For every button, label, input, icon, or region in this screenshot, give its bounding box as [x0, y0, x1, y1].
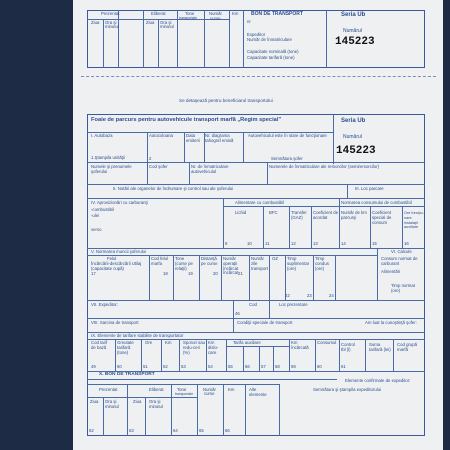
bottom-ziua-1: Ziua: [90, 399, 99, 404]
r4-verso: verso: [91, 227, 102, 232]
r8-tarifa-auxiliare: Tarifa auxiliare: [233, 340, 261, 345]
r4-coef-special: Coeficient special de consum: [372, 210, 392, 225]
r1-autovehiculul: Autovehiculul este în stare de funcţionare: [248, 133, 327, 138]
r5-incarcare: Încărcării-descărcării Utilaj (capacitate cupă): [91, 261, 142, 271]
r3-nota: II. Notări ale organelor de îndrumare şi control sau ale şoferului: [113, 186, 234, 191]
r5-distanta: Distanţă pe curse: [201, 256, 218, 266]
stub-col-bon: BON DE TRANSPORT: [251, 11, 303, 17]
stub-col-numar: Număr: [209, 11, 222, 16]
r5-col-22: 22: [285, 293, 290, 298]
r7-am-luat: Am luat la cunoştinţă şofer:: [365, 320, 417, 325]
bottom-ora-1: Ora şi minutul: [105, 399, 119, 409]
bottom-ora-2: Ora şi minutul: [149, 399, 163, 409]
r8-control: Control tbl (l): [341, 342, 355, 352]
r4-col-9: 9: [225, 241, 228, 246]
r8-col-56: 56: [245, 364, 250, 369]
r4-col-12: 12: [291, 241, 296, 246]
r1-autocoloana: Autocoloana: [149, 133, 173, 138]
r3-loc-parcare: III. Loc parcare: [355, 186, 384, 191]
r4-combustibil: -combustibil: [91, 207, 114, 212]
r2-remorci: Numerele de înmatriculare ale remorcilor (semiremorcilor): [269, 164, 380, 169]
r9-elemente-confirmate: Elemente confirmate de expeditor:: [345, 378, 411, 383]
r4-ulei: -ulei: [91, 213, 100, 218]
r9-bon: X. BON DE TRANSPORT: [99, 372, 155, 377]
r4-lichid: Lichid: [235, 210, 247, 215]
main-title: Foaie de parcurs pentru autovehicule transport marfă „Regim special”: [91, 117, 282, 123]
bottom-col-65: 65: [199, 428, 204, 433]
r5-normare-munca: V. Normarea muncii şoferului: [91, 249, 147, 254]
r8-col-50: 50: [117, 364, 122, 369]
r8-km-incarcata: Km încărcată: [291, 340, 309, 350]
bottom-col-64: 64: [173, 428, 178, 433]
r1-stampila: 1.Ştampila unităţii: [91, 155, 125, 160]
stub-col-prezentat: Prezentat: [101, 11, 120, 16]
r8-col-58: 58: [275, 364, 280, 369]
r8-cod-tarif: Cod tarif de bază: [91, 340, 108, 350]
r4-ore-functionare: Ore funcţio-nare instalaţii auxiliare: [404, 211, 424, 230]
r5-numar-zile: Număr zile transport: [251, 256, 268, 271]
stub-capacitate-tarifara: Capacitate tarifară (tone): [247, 55, 295, 60]
r6-loc-prezentare: Loc prezentare: [279, 302, 308, 307]
stub-sub-ziua-2: Ziua: [146, 20, 155, 25]
r8-greutate: Greutate tarifară (tone): [117, 340, 134, 355]
r4-col-10: 10: [247, 241, 252, 246]
r4-col-13: 13: [313, 241, 318, 246]
r2-nume-sofer: Numele şi prenumele şoferului: [91, 164, 132, 174]
r6-expeditor: VII. Expeditor:: [91, 302, 118, 307]
r8-col-53: 53: [181, 364, 186, 369]
r5-timp-suplimentar: Timp suplimentar (ore): [287, 256, 310, 271]
r5-col-24: 24: [329, 293, 334, 298]
r4-col-11: 11: [265, 241, 270, 246]
r5-col-19: 19: [188, 271, 193, 276]
r8-col-55: 55: [228, 364, 233, 369]
bottom-tone: Tone: [177, 387, 187, 392]
r5-cod-fel: Cod felul marfa: [151, 256, 168, 266]
r5-alimentari: Alimentări: [381, 269, 401, 274]
r4-transfer: Transfer (GAZ): [291, 210, 307, 220]
r5-timp-normat: Timp normat (ore): [391, 283, 415, 293]
stub-numar-inmatriculare: Număr de înmatriculare: [247, 37, 292, 42]
r5-tone: Tone (curse pe relaţii): [175, 256, 193, 271]
r1-nr-diagrama: Nr. diagrama tahograf emisă: [205, 133, 234, 143]
r6-n46: 46: [235, 311, 240, 316]
r8-col-51: 51: [143, 364, 148, 369]
main-numarul: Numărul: [343, 134, 362, 140]
r1-semnatura: Semnătura şofer: [271, 156, 303, 161]
stub-bon-nr: nr: [247, 19, 251, 24]
r5-consum-normat: Consum normat de carburant: [381, 256, 418, 266]
r8-col-61: 61: [341, 364, 346, 369]
r5-col-18: 18: [163, 271, 168, 276]
stub-expeditor: Expeditor: [247, 32, 266, 37]
stub-serial-number: 145223: [335, 36, 375, 48]
r8-consum: Consumul: [317, 340, 337, 345]
r8-km: Km: [165, 340, 172, 345]
r8-ore: Ore: [145, 340, 153, 345]
r4-bfc: BFC: [269, 210, 278, 215]
stub-sub-minutul-1: minutul: [105, 24, 119, 29]
bottom-semnatura: Semnătura şi ştampila expeditorului: [313, 387, 382, 392]
r5-oz: OZ: [272, 256, 278, 261]
stub-sub-minutul-2: minutul: [160, 24, 174, 29]
r8-km-dislocare: Km dislo-care: [208, 340, 219, 355]
bottom-prezentat: Prezentat: [99, 387, 118, 392]
r4-aprovizionari: IV. Aprovizionări cu carburanţi: [91, 200, 148, 205]
waybill-page: [73, 0, 443, 450]
r6-cod: Cod: [249, 302, 257, 307]
r4-col-14: 14: [341, 241, 346, 246]
bottom-col-62: 62: [89, 428, 94, 433]
bottom-km: Km: [228, 387, 235, 392]
stub-capacitate-nominala: Capacitate nominală (tone): [247, 49, 299, 54]
r8-sporuri: Sporuri sau redu-ceri (%): [183, 340, 205, 355]
bottom-tone-sub: transportate: [175, 392, 194, 396]
r5-felul: Felul: [107, 256, 117, 261]
r2-nr-inmatriculare: Nr. de înmatriculare autovehiculul: [191, 164, 229, 174]
bottom-col-66: 66: [225, 428, 230, 433]
r4-coef-acordat: Coeficient de acordat: [313, 210, 339, 220]
stub-col-numar-sub: curse: [210, 16, 221, 21]
r8-elemente: IX. Elemente de tarifare stabilite de transportator: [91, 333, 184, 338]
stub-col-eliberat: Eliberat: [151, 11, 166, 16]
r8-col-60: 60: [317, 364, 322, 369]
r1-data-emiterii: Data emiterii: [186, 133, 200, 143]
r1-autobaza: I. Autobaza: [91, 133, 113, 138]
r5-col-23: 23: [307, 293, 312, 298]
r5-col-21: 21: [238, 271, 243, 276]
stub-sub-ora-1: Ora şi: [105, 20, 117, 25]
main-seria: Seria Ub: [341, 118, 366, 124]
r5-numar-operatii: Număr operaţii încărcat încărcat: [223, 256, 239, 276]
stub-col-tone: Tone: [185, 11, 195, 16]
r5-col-20: 20: [213, 271, 218, 276]
r5-col-17: 17: [91, 271, 96, 276]
r5-timp-condus: Timp condus (ore): [315, 256, 329, 271]
r8-col-57: 57: [261, 364, 266, 369]
r5-calcule: VI. Calcule: [391, 249, 412, 254]
stub-col-tone-sub: transportate: [179, 16, 198, 20]
r8-col-54: 54: [208, 364, 213, 369]
r4-col-15: 15: [372, 241, 377, 246]
r8-cod-grupa: Cod grupă marfă: [397, 342, 418, 352]
stub-col-km: Km: [232, 11, 239, 16]
bottom-numar: Număr: [203, 387, 216, 392]
bottom-alte: Alte elemente: [249, 387, 267, 397]
r7-conditii: Condiţii speciale de transport: [237, 320, 293, 325]
stub-seria: Seria Ub: [341, 12, 366, 18]
stub-numarul: Numărul: [343, 28, 362, 34]
bottom-col-63: 63: [129, 428, 134, 433]
stub-sub-ziua-1: Ziua: [91, 20, 100, 25]
r8-suma: Suma tarifară (lei): [369, 342, 391, 352]
r7-sarcina: VIII. Sarcina de transport: [91, 320, 139, 325]
bottom-eliberat: Eliberat: [149, 387, 164, 392]
main-serial-number: 145223: [336, 145, 376, 157]
r4-numar-km: Număr de km parcurşi: [341, 210, 367, 220]
bottom-ziua-2: Ziua: [133, 399, 142, 404]
r8-col-52: 52: [163, 364, 168, 369]
stub-sub-ora-2: Ora şi: [160, 20, 172, 25]
r4-col-16: 16: [404, 241, 409, 246]
bottom-numar-sub: curse: [204, 391, 215, 396]
r8-col-59: 59: [291, 364, 296, 369]
detach-note: Se detaşează pentru beneficiarul transportului: [179, 98, 273, 103]
r1-n2: 2: [149, 156, 152, 161]
r4-normare: Normarea consumului de combustibil: [341, 200, 412, 205]
r2-cod-sofer: Cod şofer: [149, 164, 168, 169]
r4-alimentare: Alimentare cu combustibil: [235, 200, 284, 205]
r8-col-49: 49: [91, 364, 96, 369]
